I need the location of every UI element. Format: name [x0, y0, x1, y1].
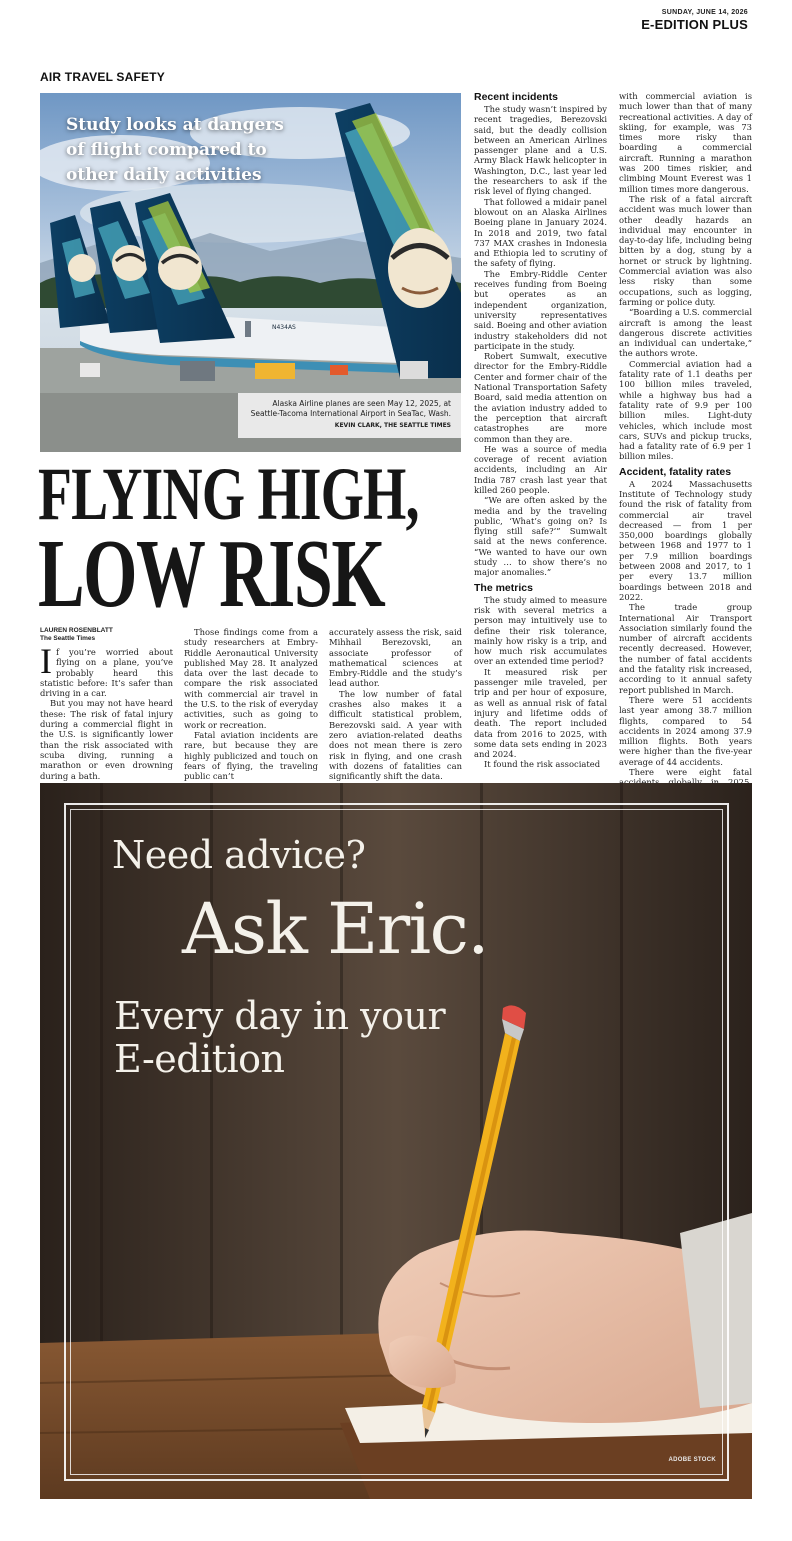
paragraph: That followed a midair panel blowout on an Alaska Airlines Boeing plane in January 2024. In 2018 and 2019, two fatal 737 MAX crashes in Indonesia and Ethiopia led to scrutiny of the safety of flying. [474, 196, 607, 269]
photo-credit: KEVIN CLARK, THE SEATTLE TIMES [334, 422, 451, 429]
photo-kicker: Study looks at dangers of flight compared to other daily activities [66, 115, 284, 185]
masthead [641, 9, 748, 32]
body-column-3 [329, 627, 462, 781]
ad-headline-ask-eric: Ask Eric. [182, 888, 489, 970]
ad-photo-credit: ADOBE STOCK [668, 1457, 716, 1463]
ask-eric-advertisement [40, 783, 752, 1499]
paragraph: with commercial aviation is much lower than that of many recreational activities. A day of skiing, for example, was 73 times more risky than boarding a commercial aircraft. Running a marathon was 200 times riskier, and climbing Mount Everest was 1 million times more dangerous. [619, 91, 752, 194]
paragraph: The study aimed to measure risk with several metrics a person may intuitively use to define their risk tolerance, mainly how risky is a trip, and how much risk accumulates over an extended time period? [474, 594, 607, 667]
paragraph: “Boarding a U.S. commercial aircraft is among the least dangerous discrete activities an individual can undertake,” the authors wrote. [619, 307, 752, 359]
paragraph: The trade group International Air Transport Association similarly found the number of aircraft accidents recently decreased. However, the number of fatal accidents and the fatality risk increased, according to it annual safety report published in March. [619, 602, 752, 695]
paragraph: It measured risk per passenger mile traveled, per trip and per hour of exposure, as well as annual risk of fatal injury and lifetime odds of death. The report included data from 2016 to 2025, with some data sets ending in 2023 and 2024. [474, 666, 607, 760]
paragraph: Commercial aviation had a fatality rate of 1.1 deaths per 100 billion miles traveled, while a highway bus had a fatality rate of 9.9 per 100 billion miles. Light-duty vehicles, which include most cars, SUVs and pickup trucks, had a fatality rate of 6.9 per 1 billion miles. [619, 358, 752, 462]
aircraft-registration: N434AS [272, 324, 296, 331]
paragraph: There were 51 accidents last year among 38.7 million flights, compared to 54 accidents in 2024 among 37.9 million flights. Both years were higher than the five-year average of 44 accidents. [619, 694, 752, 767]
drop-cap: I [40, 641, 52, 681]
paragraph: It found the risk associated [484, 759, 601, 770]
body-column-2 [184, 627, 318, 781]
paragraph: Robert Sumwalt, executive director for the Embry-Riddle Center and former chair of the National Transportation Safety Board, said media attention on the aviation industry added to the perception that aircraft catastrophes are more common than they are. [474, 351, 607, 444]
body-column-1 [40, 627, 173, 781]
paragraph: He was a source of media coverage of recent aviation accidents, including an Air India 787 crash last year that killed 260 people. [474, 443, 607, 495]
ad-headline-need-advice: Need advice? [112, 833, 366, 877]
section-label: AIR TRAVEL SAFETY [40, 70, 165, 84]
paragraph: accurately assess the risk, said Mihhail Berezovski, an associate professor of mathematical sciences at Embry-Riddle and the study’s lead author. [329, 627, 462, 689]
byline-org: The Seattle Times [40, 635, 96, 642]
subhead-accident-fatality-rates: Accident, fatality rates [619, 465, 732, 478]
headline-line-1: FLYING HIGH, [38, 453, 419, 536]
paragraph: “We are often asked by the media and by the traveling public, ‘What’s going on? Is flying still safe?’” Sumwalt said at the news conference. “We wanted to have our own study … to show there’s no major anomalies.” [474, 495, 607, 578]
paragraph: There were eight fatal [629, 767, 752, 777]
body-column-5 [619, 91, 752, 818]
photo-caption: Alaska Airline planes are seen May 12, 2025, at Seattle-Tacoma International Airport in SeaTac, Wash. [250, 399, 451, 418]
photo-caption-box [238, 393, 461, 438]
headline-line-2: LOW RISK [38, 520, 385, 627]
ad-tagline: Every day in your E-edition [114, 994, 446, 1081]
body-column-4 [474, 91, 607, 770]
issue-date: SUNDAY, JUNE 14, 2026 [661, 9, 748, 16]
headline [38, 453, 468, 627]
lead-photo [40, 93, 461, 452]
paragraph: The study wasn’t inspired by recent tragedies, Berezovski said, but the deadly collision between an American Airlines passenger plane and a U.S. Army Black Hawk helicopter in Washington, D.C., last year led the researchers to ask if the risk level of flying changed. [474, 104, 607, 197]
paragraph: But you may not have heard these: The risk of fatal injury during a commercial flight in the U.S. is significantly lower than the risk associated with scuba diving, running a marathon or even drowning during a bath. [40, 698, 173, 781]
subhead-the-metrics: The metrics [474, 581, 533, 594]
paragraph: If you’re worried about flying on a plane, you’ve probably heard this statistic before: It’s safer than driving in a car. [40, 641, 173, 699]
paragraph: The risk of a fatal aircraft accident was much lower than other deadly hazards an individual may encounter in day-to-day life, including being bitten by a dog, stung by a hornet or struck by lightning. Commercial aviation was also less risky than some occupations, such as logging, farming or police duty. [619, 193, 752, 307]
byline-author: LAUREN ROSENBLATT [40, 627, 113, 634]
paragraph: A 2024 Massachusetts Institute of Technology study found the risk of fatality from commercial air travel decreased — from 1 per 350,000 boardings globally between 1968 and 1977 to 1 per 7.9 million boardings between 2008 and 2017, to 1 per every 13.7 million boardings between 2018 and 2022. [619, 478, 752, 602]
paragraph: Fatal aviation incidents are rare, but because they are highly publicized and touch on fears of flying, the traveling public can’t [184, 729, 318, 782]
paragraph: The low number of fatal crashes also makes it a difficult statistical problem, Berezovski said. A year with zero aviation-related deaths does not mean there is zero risk in flying, and one crash with dozens of fatalities can significantly shift the data. [329, 688, 462, 782]
subhead-recent-incidents: Recent incidents [474, 91, 559, 103]
paragraph: Those findings come from a study researchers at Embry-Riddle Aeronautical University published May 28. It analyzed data over the last decade to compare the risk associated with commercial air travel in the U.S. to the risk of everyday activities, such as going to work or recreation. [184, 627, 318, 730]
edition-title: E-EDITION PLUS [641, 17, 748, 32]
paragraph: The Embry-Riddle Center receives funding from Boeing but operates as an independent organization, university representatives said. Boeing and other aviation industry stakeholders did not participate in the study. [474, 268, 607, 351]
